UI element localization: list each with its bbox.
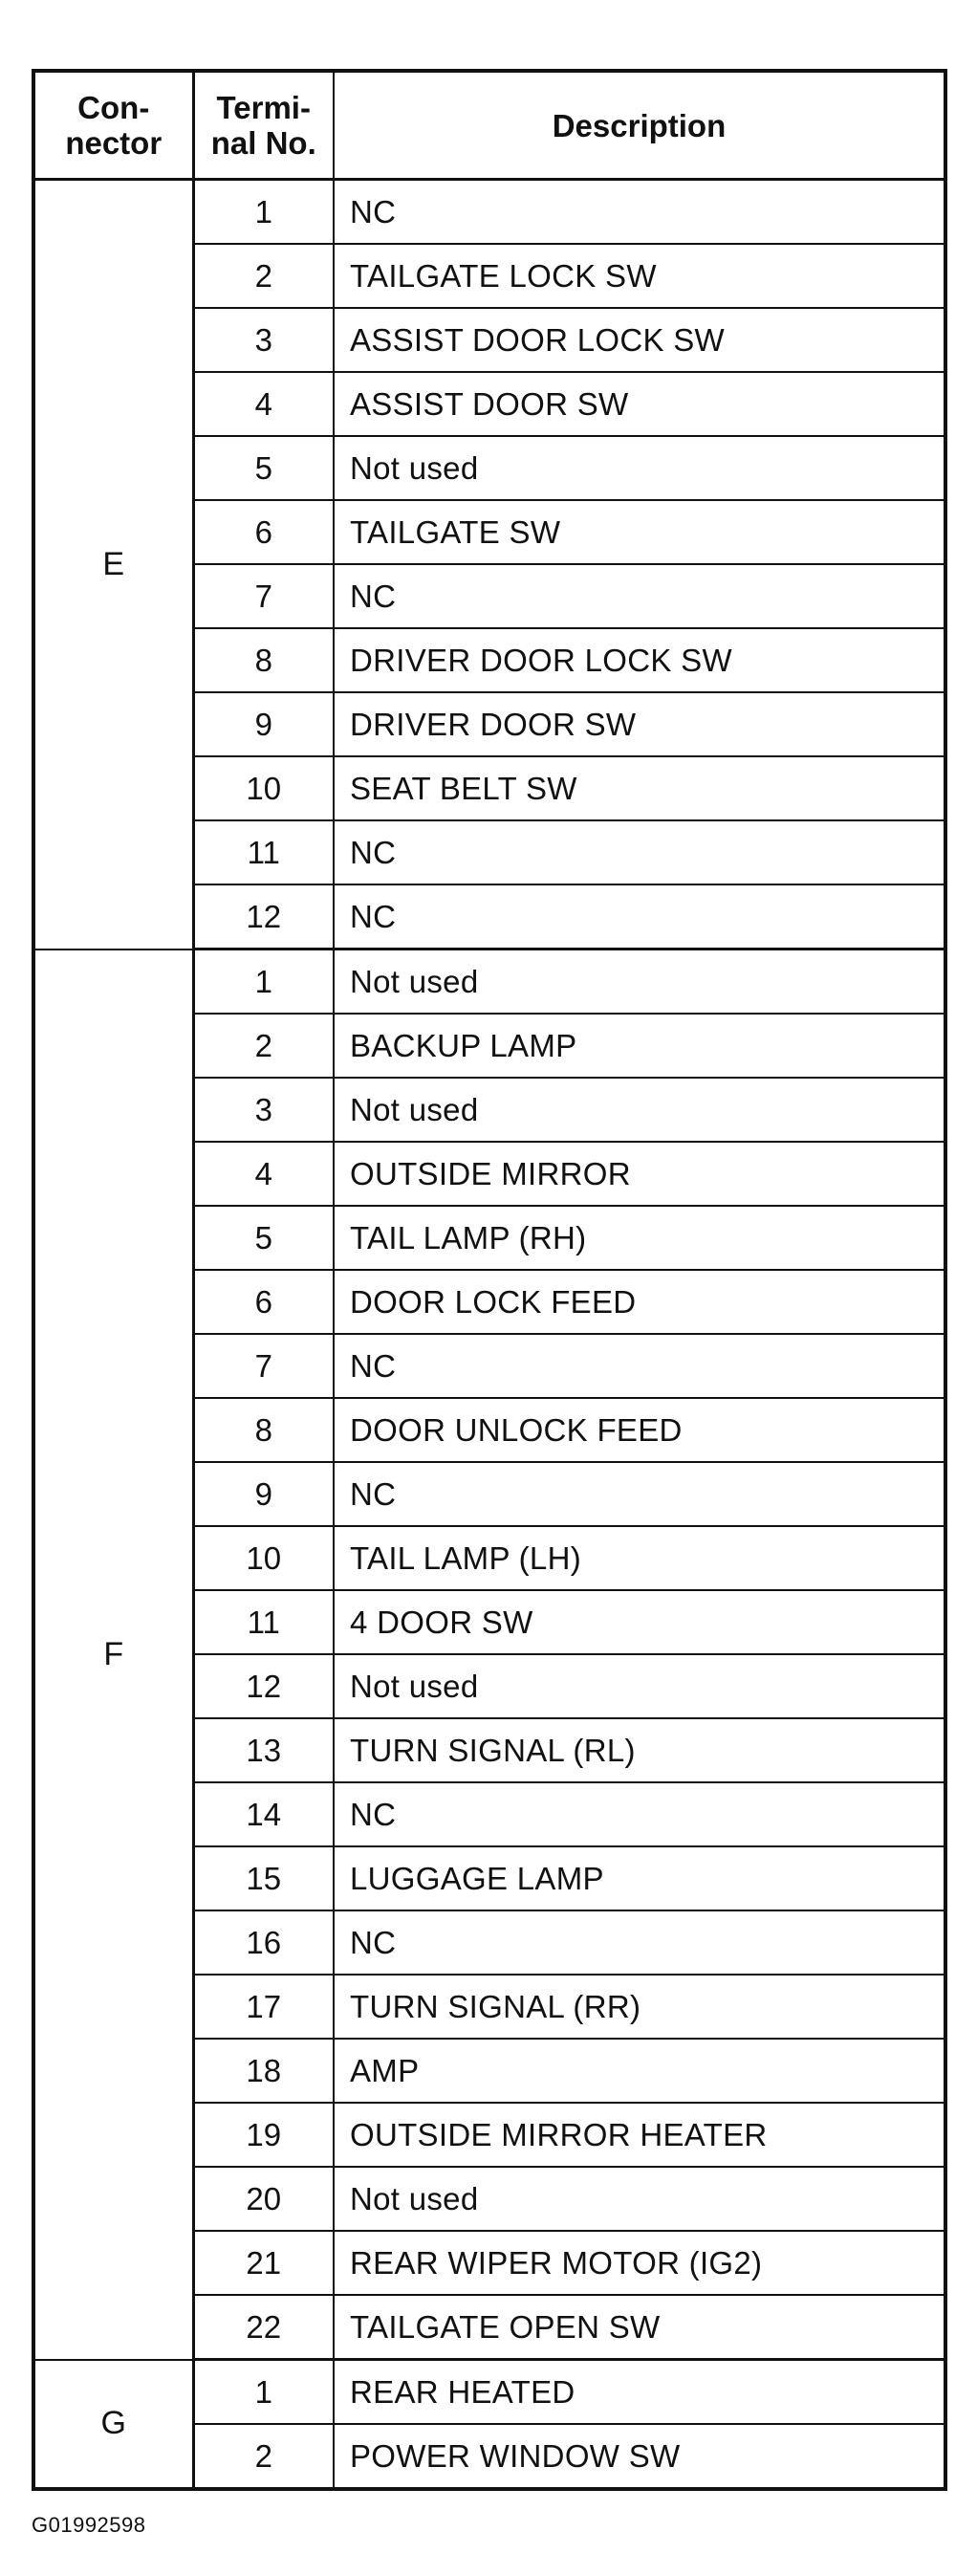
description-cell: TAIL LAMP (RH) — [334, 1206, 945, 1270]
description-cell: OUTSIDE MIRROR HEATER — [334, 2103, 945, 2167]
description-cell: TURN SIGNAL (RL) — [334, 1718, 945, 1782]
description-cell: NC — [334, 1910, 945, 1975]
terminal-number-cell: 7 — [193, 564, 334, 628]
terminal-number-cell: 10 — [193, 756, 334, 820]
table-row — [33, 950, 945, 1015]
terminal-number-cell: 11 — [193, 820, 334, 884]
description-cell: Not used — [334, 1078, 945, 1142]
connector-pinout-table — [32, 69, 947, 2491]
terminal-number-cell: 2 — [193, 1014, 334, 1078]
description-cell: LUGGAGE LAMP — [334, 1846, 945, 1910]
terminal-number-cell: 16 — [193, 1910, 334, 1975]
description-cell: NC — [334, 564, 945, 628]
terminal-number-cell: 19 — [193, 2103, 334, 2167]
terminal-number-cell: 21 — [193, 2231, 334, 2295]
connector-cell: E — [33, 180, 193, 950]
terminal-number-cell: 14 — [193, 1782, 334, 1846]
description-cell: DOOR UNLOCK FEED — [334, 1398, 945, 1462]
description-cell: NC — [334, 1782, 945, 1846]
terminal-number-cell: 22 — [193, 2295, 334, 2360]
terminal-number-cell: 17 — [193, 1975, 334, 2039]
terminal-number-cell: 4 — [193, 1142, 334, 1206]
description-cell: Not used — [334, 950, 945, 1015]
terminal-number-cell: 9 — [193, 1462, 334, 1526]
description-cell: TAILGATE LOCK SW — [334, 244, 945, 308]
header-connector: Con- nector — [33, 71, 193, 180]
terminal-number-cell: 12 — [193, 1654, 334, 1718]
description-cell: AMP — [334, 2039, 945, 2103]
description-cell: 4 DOOR SW — [334, 1590, 945, 1654]
terminal-number-cell: 6 — [193, 500, 334, 564]
description-cell: NC — [334, 1462, 945, 1526]
description-cell: TAILGATE OPEN SW — [334, 2295, 945, 2360]
header-description: Description — [334, 71, 945, 180]
terminal-number-cell: 8 — [193, 1398, 334, 1462]
description-cell: ASSIST DOOR LOCK SW — [334, 308, 945, 372]
description-cell: REAR HEATED — [334, 2360, 945, 2425]
terminal-number-cell: 5 — [193, 436, 334, 500]
description-cell: TAILGATE SW — [334, 500, 945, 564]
terminal-number-cell: 5 — [193, 1206, 334, 1270]
description-cell: TURN SIGNAL (RR) — [334, 1975, 945, 2039]
table-row — [33, 180, 945, 245]
description-cell: NC — [334, 1334, 945, 1398]
terminal-number-cell: 1 — [193, 2360, 334, 2425]
figure-id: G01992598 — [32, 2513, 146, 2537]
terminal-number-cell: 20 — [193, 2167, 334, 2231]
description-cell: Not used — [334, 1654, 945, 1718]
terminal-number-cell: 8 — [193, 628, 334, 692]
table-body — [33, 180, 945, 2490]
table-row — [33, 2360, 945, 2425]
description-cell: DRIVER DOOR LOCK SW — [334, 628, 945, 692]
description-cell: Not used — [334, 436, 945, 500]
connector-pinout-table-wrapper — [32, 69, 944, 2491]
description-cell: DOOR LOCK FEED — [334, 1270, 945, 1334]
description-cell: POWER WINDOW SW — [334, 2424, 945, 2489]
terminal-number-cell: 13 — [193, 1718, 334, 1782]
terminal-number-cell: 12 — [193, 884, 334, 950]
terminal-number-cell: 18 — [193, 2039, 334, 2103]
description-cell: Not used — [334, 2167, 945, 2231]
description-cell: NC — [334, 820, 945, 884]
terminal-number-cell: 1 — [193, 950, 334, 1015]
description-cell: OUTSIDE MIRROR — [334, 1142, 945, 1206]
description-cell: DRIVER DOOR SW — [334, 692, 945, 756]
header-row — [33, 71, 945, 180]
terminal-number-cell: 9 — [193, 692, 334, 756]
terminal-number-cell: 6 — [193, 1270, 334, 1334]
terminal-number-cell: 3 — [193, 308, 334, 372]
header-terminal-no: Termi- nal No. — [193, 71, 334, 180]
description-cell: TAIL LAMP (LH) — [334, 1526, 945, 1590]
terminal-number-cell: 7 — [193, 1334, 334, 1398]
description-cell: SEAT BELT SW — [334, 756, 945, 820]
terminal-number-cell: 4 — [193, 372, 334, 436]
connector-cell: F — [33, 950, 193, 2360]
terminal-number-cell: 11 — [193, 1590, 334, 1654]
terminal-number-cell: 15 — [193, 1846, 334, 1910]
description-cell: BACKUP LAMP — [334, 1014, 945, 1078]
connector-cell: G — [33, 2360, 193, 2490]
description-cell: ASSIST DOOR SW — [334, 372, 945, 436]
terminal-number-cell: 2 — [193, 244, 334, 308]
terminal-number-cell: 2 — [193, 2424, 334, 2489]
description-cell: NC — [334, 180, 945, 245]
terminal-number-cell: 1 — [193, 180, 334, 245]
terminal-number-cell: 10 — [193, 1526, 334, 1590]
description-cell: NC — [334, 884, 945, 950]
terminal-number-cell: 3 — [193, 1078, 334, 1142]
description-cell: REAR WIPER MOTOR (IG2) — [334, 2231, 945, 2295]
